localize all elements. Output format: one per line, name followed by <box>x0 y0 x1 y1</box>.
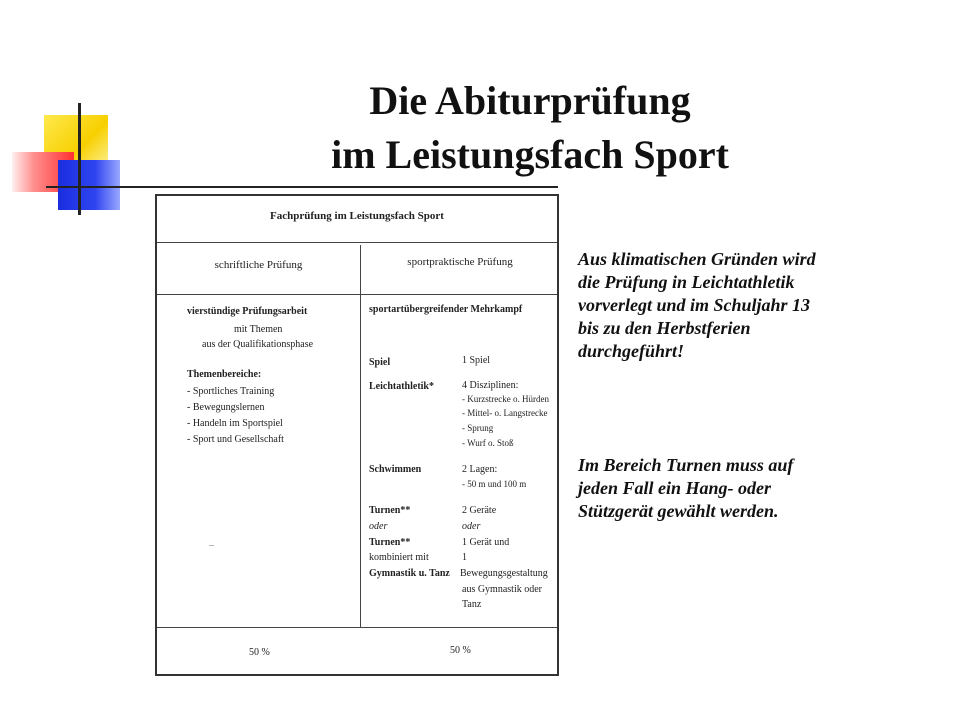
discipline-spiel-value: 1 Spiel <box>462 355 491 366</box>
kombiniert-label: kombiniert mit <box>369 552 429 563</box>
gymnastik-value: Bewegungsgestaltung <box>460 568 548 579</box>
slide-title-line-1: Die Abiturprüfung <box>369 78 691 123</box>
note-line: jeden Fall ein Hang- oder <box>578 478 771 498</box>
discipline-turnen: Turnen** <box>369 505 411 516</box>
discipline-schwimmen-value: 2 Lagen: <box>462 464 498 475</box>
decor-vertical-line <box>78 103 81 215</box>
table-divider <box>157 627 557 628</box>
oder-label: oder <box>462 521 481 532</box>
discipline-leichtathletik: Leichtathletik* <box>369 381 434 392</box>
practical-exam-heading: sportartübergreifender Mehrkampf <box>369 304 523 315</box>
kombiniert-value: 1 <box>462 552 467 563</box>
discipline-gymnastik: Gymnastik u. Tanz <box>369 568 450 579</box>
note-line: durchgeführt! <box>578 341 685 361</box>
column-header-written: schriftliche Prüfung <box>214 259 303 271</box>
note-line: Stützgerät gewählt werden. <box>578 501 779 521</box>
note-line: Aus klimatischen Gründen wird <box>578 249 816 269</box>
note-line: vorverlegt und im Schuljahr 13 <box>578 295 811 315</box>
note-line: Im Bereich Turnen muss auf <box>578 455 794 475</box>
written-exam-sub1: mit Themen <box>234 324 283 335</box>
table-divider <box>157 242 557 243</box>
written-exam-heading: vierstündige Prüfungsarbeit <box>187 306 308 317</box>
topics-heading: Themenbereiche: <box>187 369 262 380</box>
gymnastik-value: Tanz <box>462 599 482 610</box>
exam-table <box>155 194 559 676</box>
note-leichtathletik <box>578 248 908 363</box>
topic-item: - Handeln im Sportspiel <box>187 418 283 429</box>
column-header-practical: sportpraktische Prüfung <box>407 256 513 268</box>
note-line: die Prüfung in Leichtathletik <box>578 272 795 292</box>
note-turnen <box>578 454 908 523</box>
discipline-turnen-2: Turnen** <box>369 537 411 548</box>
topic-item: - Bewegungslernen <box>187 402 265 413</box>
discipline-turnen-value: 2 Geräte <box>462 505 497 516</box>
note-line: bis zu den Herbstferien <box>578 318 751 338</box>
discipline-spiel: Spiel <box>369 357 391 368</box>
leichtathletik-item: - Mittel- o. Langstrecke <box>462 408 548 418</box>
oder-label: oder <box>369 521 388 532</box>
decor-horizontal-line <box>46 186 558 188</box>
written-exam-sub2: aus der Qualifikationsphase <box>202 339 314 350</box>
schwimmen-detail: - 50 m und 100 m <box>462 479 527 489</box>
discipline-leichtathletik-value: 4 Disziplinen: <box>462 380 519 391</box>
column-divider <box>360 245 361 627</box>
discipline-schwimmen: Schwimmen <box>369 464 422 475</box>
topic-item: - Sportliches Training <box>187 386 275 397</box>
scan-mark: – <box>209 540 214 551</box>
leichtathletik-item: - Kurzstrecke o. Hürden <box>462 394 549 404</box>
table-header: Fachprüfung im Leistungsfach Sport <box>270 210 444 222</box>
leichtathletik-item: - Wurf o. Stoß <box>462 438 514 448</box>
weight-written: 50 % <box>249 647 270 658</box>
discipline-turnen-2-value: 1 Gerät und <box>462 537 510 548</box>
weight-practical: 50 % <box>450 645 471 656</box>
gymnastik-value: aus Gymnastik oder <box>462 584 542 595</box>
topic-item: - Sport und Gesellschaft <box>187 434 284 445</box>
table-divider <box>157 294 557 295</box>
leichtathletik-item: - Sprung <box>462 423 494 433</box>
decor-blue-square <box>58 160 120 210</box>
slide-title-line-2: im Leistungsfach Sport <box>331 132 729 177</box>
